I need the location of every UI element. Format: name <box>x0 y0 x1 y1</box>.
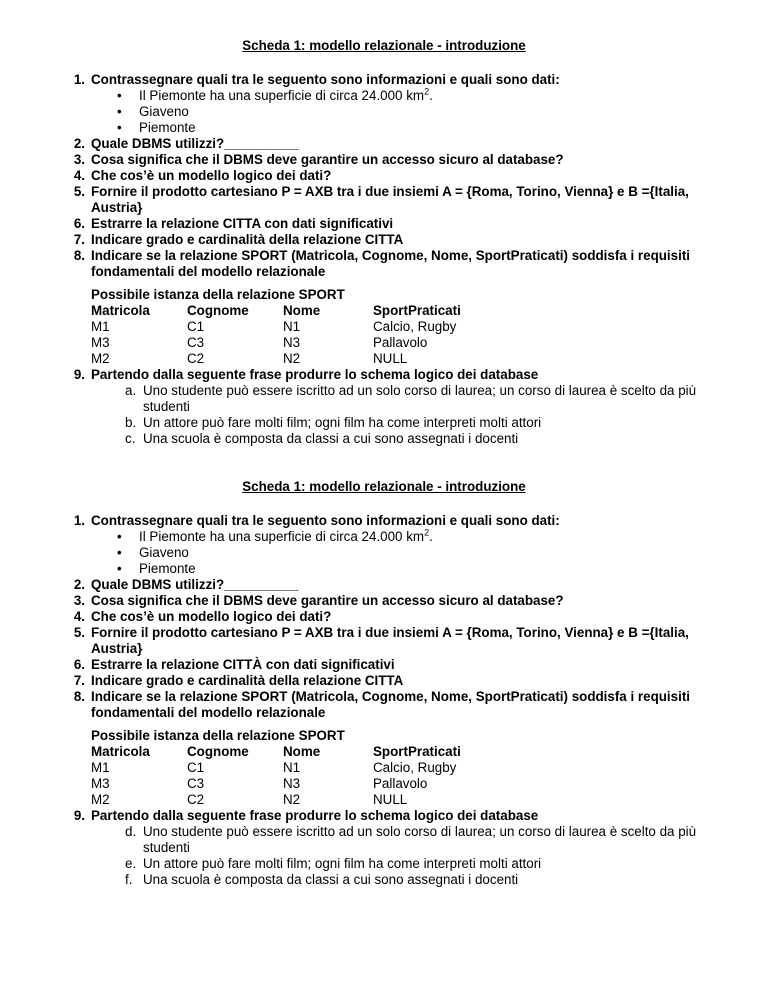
question-8: 8 . Indicare se la relazione SPORT (Matricola, Cognome, Nome, SportPraticati) soddisfa i requisiti fondamentali del modello relazionale <box>91 689 711 721</box>
table-cell: M1 <box>91 319 110 334</box>
question-7: 7 . Indicare grado e cardinalità della relazione CITTA <box>91 232 711 248</box>
table-cell: N3 <box>283 335 301 350</box>
table-cell: NULL <box>373 351 408 366</box>
table-cell: M3 <box>91 776 110 791</box>
table-cell: Pallavolo <box>373 776 428 791</box>
question-5: 5 . Fornire il prodotto cartesiano P = AXB tra i due insiemi A = {Roma, Torino, Vienna} e B ={Italia, Austria} <box>91 184 711 216</box>
question-number: 1 . <box>63 513 85 529</box>
question-2: 2 . Quale DBMS utilizzi?__________ <box>91 577 711 593</box>
question-1 <box>73 72 711 88</box>
table-cell: M2 <box>91 792 110 807</box>
table-cell: M3 <box>91 335 110 350</box>
question-2: 2 . Quale DBMS utilizzi?__________ <box>91 136 711 152</box>
table-cell: Calcio, Rugby <box>373 760 457 775</box>
table-header-row <box>91 303 573 319</box>
question-text: Contrassegnare quali tra le seguento sono informazioni e quali sono dati: <box>91 513 560 528</box>
sub-item: d . Uno studente può essere iscritto ad un solo corso di laurea; un corso di laurea è scelto da più studenti <box>143 824 703 856</box>
table-cell: C3 <box>187 776 205 791</box>
sub-item: a . Uno studente può essere iscritto ad un solo corso di laurea; un corso di laurea è scelto da più studenti <box>143 383 703 415</box>
worksheet-title: Scheda 1: modello relazionale - introduzione <box>242 38 526 53</box>
column-header: Nome <box>283 303 321 318</box>
table-cell: C2 <box>187 792 205 807</box>
question-3: 3 . Cosa significa che il DBMS deve garantire un accesso sicuro al database? <box>91 593 711 609</box>
bullet-item: • Il Piemonte ha una superficie di circa 24.000 $km^2$. <box>139 88 768 104</box>
table-cell: N2 <box>283 351 301 366</box>
question-4: 4 . Che cos’è un modello logico dei dati? <box>91 168 711 184</box>
column-header: Nome <box>283 744 321 759</box>
column-header: SportPraticati <box>373 303 461 318</box>
table-cell: M1 <box>91 760 110 775</box>
column-header: Cognome <box>187 303 249 318</box>
table-cell: C3 <box>187 335 205 350</box>
table-cell: N2 <box>283 792 301 807</box>
sport-table <box>91 303 573 367</box>
sub-item: c . Una scuola è composta da classi a cui sono assegnati i docenti <box>143 431 703 447</box>
table-row <box>91 351 573 367</box>
sub-item: e . Un attore può fare molti film; ogni film ha come interpreti molti attori <box>143 856 703 872</box>
question-1 <box>73 513 711 529</box>
column-header: Matricola <box>91 303 150 318</box>
question-6: 6 . Estrarre la relazione CITTA con dati significativi <box>91 216 711 232</box>
question-9: 9 . Partendo dalla seguente frase produrre lo schema logico dei database <box>91 808 711 824</box>
bullet-item: • Piemonte <box>139 120 768 136</box>
table-cell: M2 <box>91 351 110 366</box>
table-cell: NULL <box>373 792 408 807</box>
table-cell: Pallavolo <box>373 335 428 350</box>
table-cell: C1 <box>187 319 205 334</box>
table-caption: Possibile istanza della relazione SPORT <box>91 728 345 743</box>
bullet-item: • Piemonte <box>139 561 768 577</box>
bullet-item: • Giaveno <box>139 545 768 561</box>
column-header: Cognome <box>187 744 249 759</box>
table-cell: C2 <box>187 351 205 366</box>
table-cell: N3 <box>283 776 301 791</box>
sub-item: b . Un attore può fare molti film; ogni film ha come interpreti molti attori <box>143 415 703 431</box>
table-cell: C1 <box>187 760 205 775</box>
worksheet-2 <box>0 479 768 888</box>
table-row <box>91 792 573 808</box>
superscript: 2 <box>424 86 430 97</box>
table-cell: N1 <box>283 760 301 775</box>
question-7: 7 . Indicare grado e cardinalità della relazione CITTA <box>91 673 711 689</box>
table-caption: Possibile istanza della relazione SPORT <box>91 287 345 302</box>
question-9: 9 . Partendo dalla seguente frase produrre lo schema logico dei database <box>91 367 711 383</box>
table-row <box>91 776 573 792</box>
table-cell: Calcio, Rugby <box>373 319 457 334</box>
question-number: 1 . <box>63 72 85 88</box>
question-6: 6 . Estrarre la relazione CITTÀ con dati significativi <box>91 657 711 673</box>
question-text: Contrassegnare quali tra le seguento sono informazioni e quali sono dati: <box>91 72 560 87</box>
table-row <box>91 319 573 335</box>
worksheet-1 <box>0 38 768 447</box>
sub-item: f . Una scuola è composta da classi a cui sono assegnati i docenti <box>143 872 703 888</box>
table-row <box>91 335 573 351</box>
table-header-row <box>91 744 573 760</box>
question-4: 4 . Che cos’è un modello logico dei dati? <box>91 609 711 625</box>
question-3: 3 . Cosa significa che il DBMS deve garantire un accesso sicuro al database? <box>91 152 711 168</box>
worksheet-title: Scheda 1: modello relazionale - introduzione <box>242 479 526 494</box>
sport-table <box>91 744 573 808</box>
question-5: 5 . Fornire il prodotto cartesiano P = AXB tra i due insiemi A = {Roma, Torino, Vienna} e B ={Italia, Austria} <box>91 625 711 657</box>
column-header: Matricola <box>91 744 150 759</box>
table-row <box>91 760 573 776</box>
question-8: 8 . Indicare se la relazione SPORT (Matricola, Cognome, Nome, SportPraticati) soddisfa i requisiti fondamentali del modello relazionale <box>91 248 711 280</box>
superscript: 2 <box>424 527 430 538</box>
bullet-item: • Giaveno <box>139 104 768 120</box>
column-header: SportPraticati <box>373 744 461 759</box>
bullet-item: • Il Piemonte ha una superficie di circa 24.000 $km^2$. <box>139 529 768 545</box>
table-cell: N1 <box>283 319 301 334</box>
